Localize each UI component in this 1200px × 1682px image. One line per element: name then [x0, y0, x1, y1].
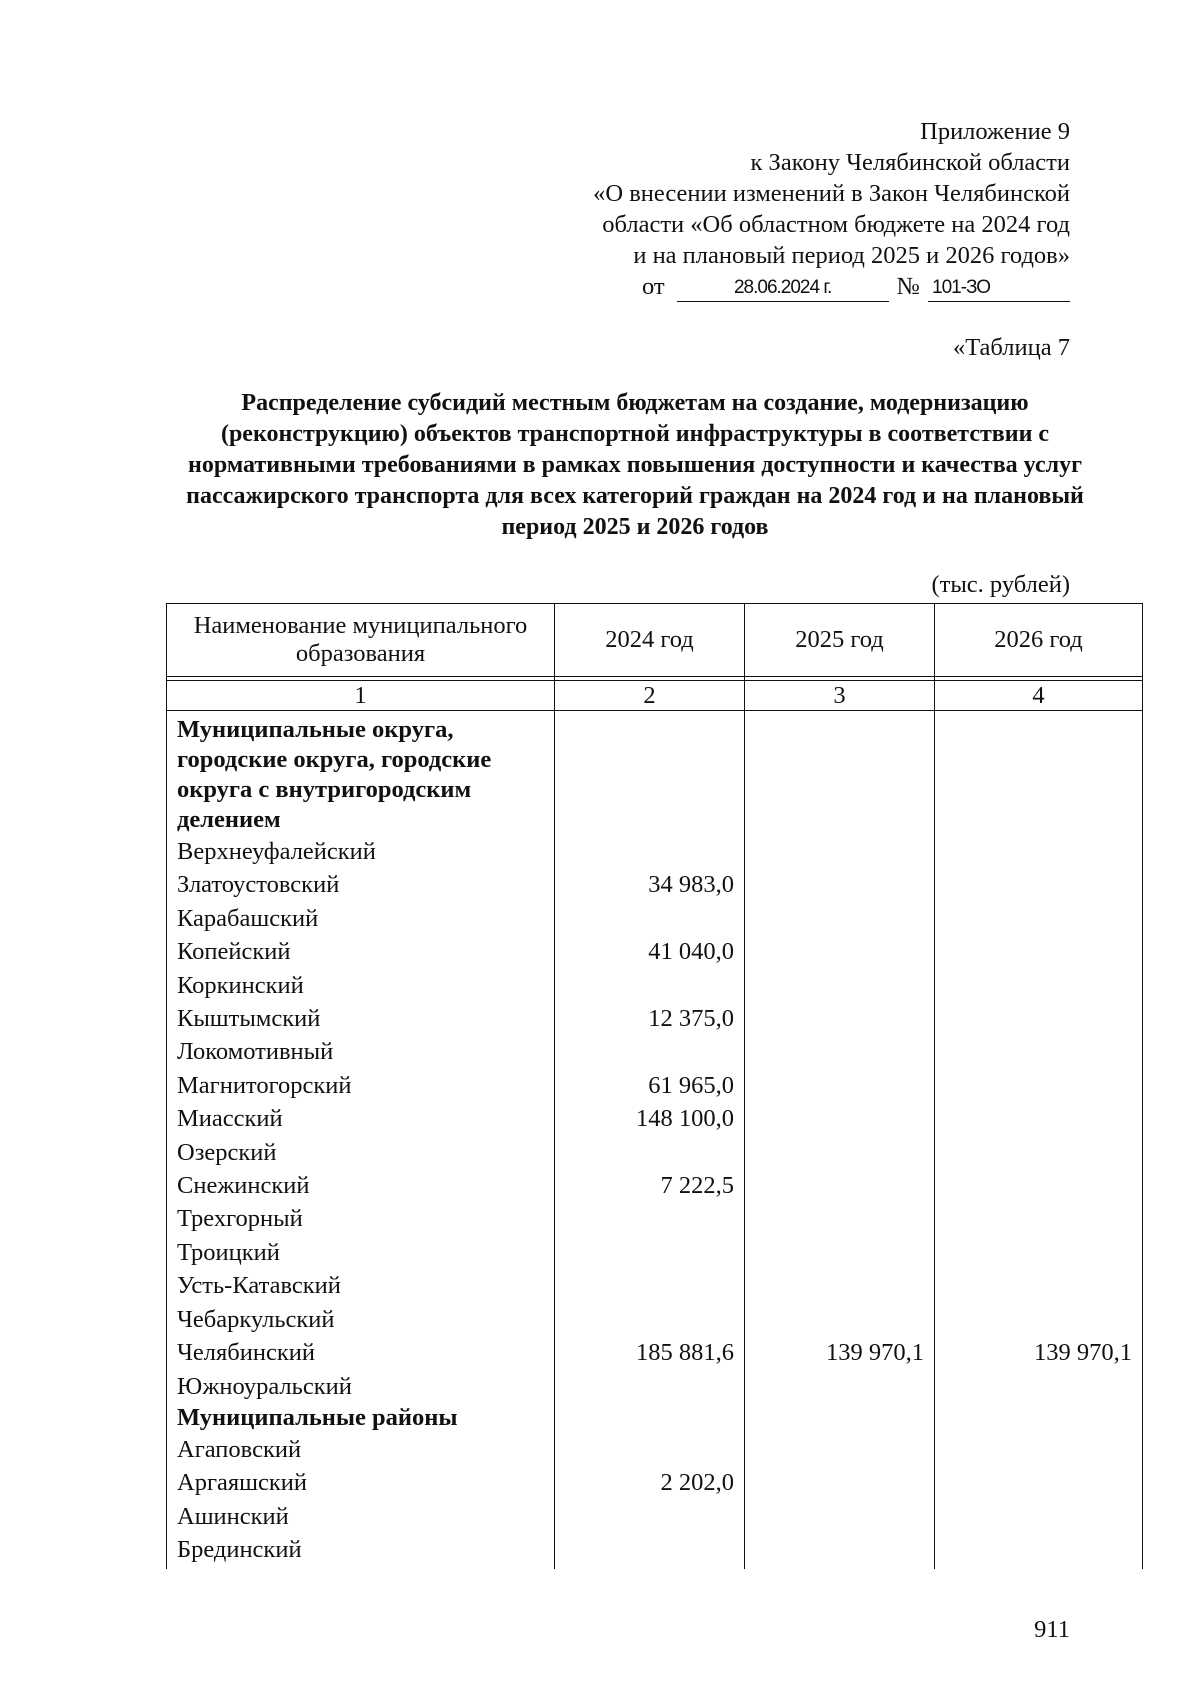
- column-number-row: [167, 681, 1143, 711]
- value-2024: [555, 1500, 745, 1533]
- value-2026: [935, 1303, 1143, 1336]
- municipality-name: Кыштымский: [167, 1002, 555, 1035]
- law-number-label: №: [896, 273, 920, 300]
- table-row: [167, 1533, 1143, 1566]
- municipality-name: Миасский: [167, 1102, 555, 1135]
- municipality-name: Магнитогорский: [167, 1069, 555, 1102]
- column-number: 3: [745, 681, 935, 711]
- table-row: [167, 1236, 1143, 1269]
- value-2025: [745, 902, 935, 935]
- value-2024: 148 100,0: [555, 1102, 745, 1135]
- municipality-name: Снежинский: [167, 1169, 555, 1202]
- value-2024: [555, 902, 745, 935]
- value-2026: [935, 902, 1143, 935]
- value-2025: [745, 1069, 935, 1102]
- table-row: [167, 1002, 1143, 1035]
- column-header-2026: 2026 год: [935, 604, 1143, 677]
- table-row: [167, 1336, 1143, 1369]
- municipality-name: Верхнеуфалейский: [167, 835, 555, 868]
- value-2026: [935, 1069, 1143, 1102]
- value-2026: [935, 1102, 1143, 1135]
- municipality-name: Локомотивный: [167, 1035, 555, 1068]
- value-2025: [745, 1002, 935, 1035]
- table-row: [167, 935, 1143, 968]
- appendix-header: [430, 116, 1070, 302]
- value-2025: [745, 1102, 935, 1135]
- municipality-name: Челябинский: [167, 1336, 555, 1369]
- table-row: [167, 1202, 1143, 1235]
- value-2025: [745, 868, 935, 901]
- value-2024: 34 983,0: [555, 868, 745, 901]
- column-header-2025: 2025 год: [745, 604, 935, 677]
- value-2025: [745, 1136, 935, 1169]
- subsidy-table: [166, 603, 1143, 1569]
- value-2026: [935, 1035, 1143, 1068]
- value-2026: [935, 1433, 1143, 1466]
- table-row: [167, 835, 1143, 868]
- table-row: [167, 1269, 1143, 1302]
- value-2026: [935, 1466, 1143, 1499]
- municipality-name: Брединский: [167, 1533, 555, 1566]
- column-number: 2: [555, 681, 745, 711]
- value-2025: [745, 1533, 935, 1566]
- value-2025: [745, 1035, 935, 1068]
- value-2025: [745, 1269, 935, 1302]
- value-2025: [745, 1303, 935, 1336]
- appendix-line: и на плановый период 2025 и 2026 годов»: [633, 242, 1070, 269]
- table-row: [167, 1035, 1143, 1068]
- page-number: 911: [1034, 1616, 1070, 1643]
- table-row: [167, 868, 1143, 901]
- municipality-name: Трехгорный: [167, 1202, 555, 1235]
- table-row: [167, 902, 1143, 935]
- value-2026: [935, 1169, 1143, 1202]
- group-row-okruga: [167, 711, 1143, 836]
- value-2026: [935, 1533, 1143, 1566]
- group-heading: Муниципальные округа, городские округа, городские округа с внутригородским делением: [167, 711, 555, 836]
- value-2024: [555, 1202, 745, 1235]
- municipality-name: Ашинский: [167, 1500, 555, 1533]
- group-row-rayony: [167, 1403, 1143, 1433]
- municipality-name: Копейский: [167, 935, 555, 968]
- value-2026: [935, 1202, 1143, 1235]
- table-header-row: [167, 604, 1143, 677]
- law-number: 101-ЗО: [928, 275, 1070, 302]
- value-2026: [935, 1370, 1143, 1403]
- appendix-line: Приложение 9: [920, 118, 1070, 145]
- value-2026: [935, 1269, 1143, 1302]
- units-label: (тыс. рублей): [931, 571, 1070, 598]
- value-2024: [555, 1433, 745, 1466]
- value-2024: 41 040,0: [555, 935, 745, 968]
- municipality-name: Троицкий: [167, 1236, 555, 1269]
- value-2024: 2 202,0: [555, 1466, 745, 1499]
- table-row: [167, 969, 1143, 1002]
- value-2024: 7 222,5: [555, 1169, 745, 1202]
- column-header-2024: 2024 год: [555, 604, 745, 677]
- law-reference: [430, 271, 1070, 302]
- value-2025: [745, 1202, 935, 1235]
- value-2025: [745, 1466, 935, 1499]
- value-2024: 61 965,0: [555, 1069, 745, 1102]
- value-2025: [745, 1500, 935, 1533]
- column-number: 1: [167, 681, 555, 711]
- value-2026: [935, 1236, 1143, 1269]
- appendix-line: «О внесении изменений в Закон Челябинской: [593, 180, 1070, 207]
- value-2025: [745, 835, 935, 868]
- column-number: 4: [935, 681, 1143, 711]
- municipality-name: Усть-Катавский: [167, 1269, 555, 1302]
- value-2026: [935, 969, 1143, 1002]
- value-2024: [555, 1136, 745, 1169]
- value-2025: [745, 935, 935, 968]
- table-row: [167, 1303, 1143, 1336]
- value-2025: [745, 1169, 935, 1202]
- municipality-name: Коркинский: [167, 969, 555, 1002]
- value-2026: [935, 1500, 1143, 1533]
- table-row: [167, 1069, 1143, 1102]
- table-row: [167, 1500, 1143, 1533]
- table-row: [167, 1433, 1143, 1466]
- table-row: [167, 1370, 1143, 1403]
- law-date: 28.06.2024 г.: [677, 275, 889, 302]
- municipality-name: Чебаркульский: [167, 1303, 555, 1336]
- municipality-name: Златоустовский: [167, 868, 555, 901]
- value-2024: [555, 1035, 745, 1068]
- municipality-name: Озерский: [167, 1136, 555, 1169]
- column-header-name: Наименование муниципального образования: [167, 604, 555, 677]
- value-2026: 139 970,1: [935, 1336, 1143, 1369]
- value-2025: [745, 1433, 935, 1466]
- value-2026: [935, 1002, 1143, 1035]
- value-2026: [935, 868, 1143, 901]
- value-2025: 139 970,1: [745, 1336, 935, 1369]
- value-2024: [555, 1533, 745, 1566]
- appendix-line: к Закону Челябинской области: [750, 149, 1070, 176]
- value-2024: 185 881,6: [555, 1336, 745, 1369]
- law-from-label: от: [641, 273, 665, 300]
- table-row: [167, 1169, 1143, 1202]
- value-2024: [555, 969, 745, 1002]
- value-2024: [555, 1236, 745, 1269]
- value-2026: [935, 1136, 1143, 1169]
- table-caption: «Таблица 7: [952, 334, 1070, 361]
- value-2025: [745, 1370, 935, 1403]
- appendix-line: области «Об областном бюджете на 2024 год: [602, 211, 1070, 238]
- municipality-name: Южноуральский: [167, 1370, 555, 1403]
- value-2026: [935, 835, 1143, 868]
- page-title: Распределение субсидий местным бюджетам на создание, модернизацию (реконструкцию) объектов транспортной инфраструктуры в соответствии с нормативными требованиями в рамках повышения доступности и качества услуг пассажирского транспорта для всех категорий граждан на 2024 год и на плановый период 2025 и 2026 годов: [186, 390, 1084, 540]
- group-heading: Муниципальные районы: [167, 1403, 555, 1433]
- value-2024: [555, 835, 745, 868]
- value-2024: [555, 1269, 745, 1302]
- table-row: [167, 1136, 1143, 1169]
- value-2025: [745, 1236, 935, 1269]
- table-row: [167, 1466, 1143, 1499]
- municipality-name: Аргаяшский: [167, 1466, 555, 1499]
- municipality-name: Карабашский: [167, 902, 555, 935]
- value-2025: [745, 969, 935, 1002]
- value-2024: 12 375,0: [555, 1002, 745, 1035]
- value-2026: [935, 935, 1143, 968]
- value-2024: [555, 1303, 745, 1336]
- municipality-name: Агаповский: [167, 1433, 555, 1466]
- table-row: [167, 1102, 1143, 1135]
- value-2024: [555, 1370, 745, 1403]
